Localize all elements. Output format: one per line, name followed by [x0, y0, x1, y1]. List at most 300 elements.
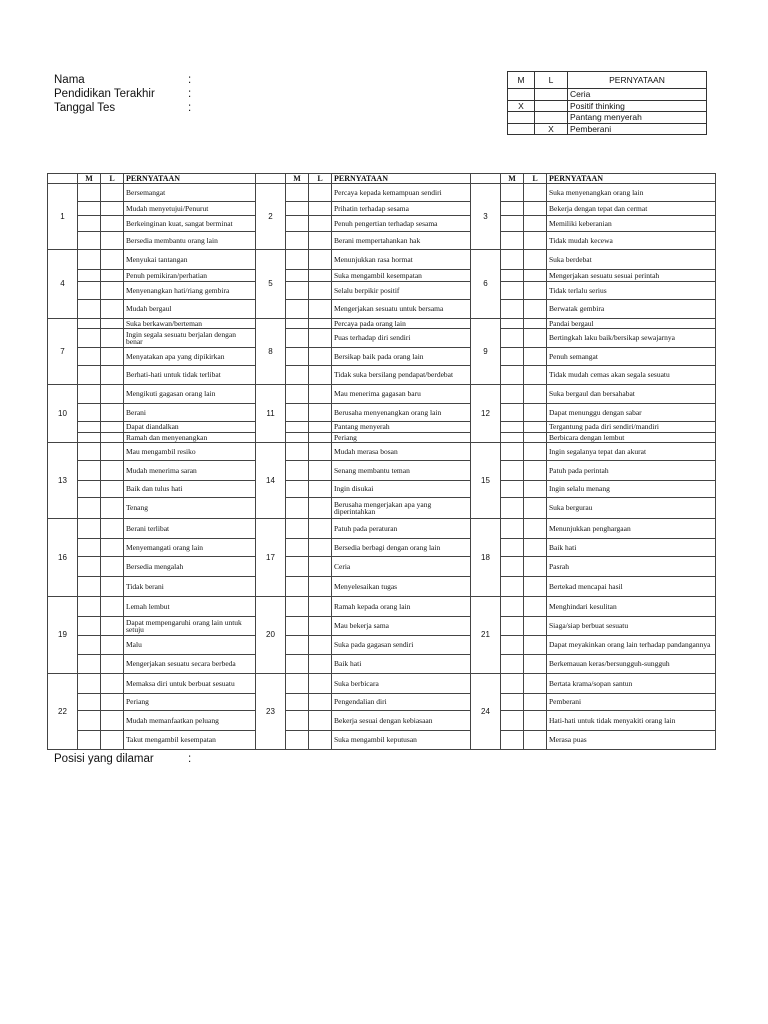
most-checkbox-cell[interactable]	[501, 385, 524, 404]
table-row	[48, 481, 716, 498]
example-m-cell	[508, 123, 535, 135]
most-checkbox-cell[interactable]	[78, 366, 101, 385]
statement-text: Ramah kepada orang lain	[332, 597, 471, 617]
least-checkbox-cell[interactable]	[101, 461, 124, 481]
question-number: 16	[48, 519, 78, 597]
most-checkbox-cell[interactable]	[286, 282, 309, 300]
most-checkbox-cell[interactable]	[78, 329, 101, 348]
most-checkbox-cell[interactable]	[286, 319, 309, 329]
statement-text: Ingin segalanya tepat dan akurat	[547, 443, 716, 461]
least-checkbox-cell[interactable]	[101, 348, 124, 366]
most-checkbox-cell[interactable]	[78, 731, 101, 750]
least-checkbox-cell[interactable]	[101, 184, 124, 202]
least-checkbox-cell[interactable]	[524, 348, 547, 366]
least-checkbox-cell[interactable]	[524, 461, 547, 481]
statement-text: Menyukai tantangan	[124, 250, 256, 270]
most-checkbox-cell[interactable]	[78, 636, 101, 655]
question-number: 12	[471, 385, 501, 443]
most-checkbox-cell[interactable]	[286, 232, 309, 250]
statement-text: Senang membantu teman	[332, 461, 471, 481]
table-row	[48, 202, 716, 216]
least-checkbox-cell[interactable]	[309, 366, 332, 385]
least-checkbox-cell[interactable]	[101, 385, 124, 404]
table-row	[48, 519, 716, 539]
most-checkbox-cell[interactable]	[501, 250, 524, 270]
least-checkbox-cell[interactable]	[101, 404, 124, 422]
most-checkbox-cell[interactable]	[286, 461, 309, 481]
most-checkbox-cell[interactable]	[286, 184, 309, 202]
least-checkbox-cell[interactable]	[309, 461, 332, 481]
statement-text: Bertingkah laku baik/bersikap sewajarnya	[547, 329, 716, 348]
most-checkbox-cell[interactable]	[78, 443, 101, 461]
most-checkbox-cell[interactable]	[286, 597, 309, 617]
statement-text: Malu	[124, 636, 256, 655]
least-checkbox-cell[interactable]	[309, 694, 332, 711]
most-checkbox-cell[interactable]	[501, 202, 524, 216]
least-checkbox-cell[interactable]	[101, 300, 124, 319]
question-number: 20	[256, 597, 286, 674]
most-checkbox-cell[interactable]	[501, 443, 524, 461]
statement-text: Takut mengambil kesempatan	[124, 731, 256, 750]
most-checkbox-cell[interactable]	[501, 655, 524, 674]
least-checkbox-cell[interactable]	[101, 282, 124, 300]
statement-text: Berwatak gembira	[547, 300, 716, 319]
statement-text: Menyenangkan hati/riang gembira	[124, 282, 256, 300]
least-checkbox-cell[interactable]	[524, 422, 547, 433]
statement-text: Percaya pada orang lain	[332, 319, 471, 329]
table-row	[48, 617, 716, 636]
least-checkbox-cell[interactable]	[101, 422, 124, 433]
most-checkbox-cell[interactable]	[501, 519, 524, 539]
statement-text: Berkemauan keras/bersungguh-sungguh	[547, 655, 716, 674]
most-checkbox-cell[interactable]	[501, 300, 524, 319]
most-checkbox-cell[interactable]	[78, 300, 101, 319]
statement-text: Berbicara dengan lembut	[547, 433, 716, 443]
table-row	[48, 250, 716, 270]
statement-text: Baik dan tulus hati	[124, 481, 256, 498]
least-checkbox-cell[interactable]	[309, 636, 332, 655]
statement-text: Pengendalian diri	[332, 694, 471, 711]
table-row	[48, 404, 716, 422]
most-checkbox-cell[interactable]	[78, 270, 101, 282]
question-number: 21	[471, 597, 501, 674]
least-checkbox-cell[interactable]	[101, 636, 124, 655]
least-checkbox-cell[interactable]	[101, 711, 124, 731]
most-checkbox-cell[interactable]	[78, 232, 101, 250]
least-checkbox-cell[interactable]	[309, 539, 332, 557]
most-checkbox-cell[interactable]	[78, 539, 101, 557]
question-number: 23	[256, 674, 286, 750]
example-table	[507, 71, 707, 135]
most-checkbox-cell[interactable]	[501, 731, 524, 750]
statement-text: Bersedia berbagi dengan orang lain	[332, 539, 471, 557]
statement-text: Bekerja sesuai dengan kebiasaan	[332, 711, 471, 731]
most-checkbox-cell[interactable]	[78, 184, 101, 202]
least-checkbox-cell[interactable]	[524, 319, 547, 329]
least-checkbox-cell[interactable]	[524, 481, 547, 498]
least-checkbox-cell[interactable]	[524, 433, 547, 443]
most-checkbox-cell[interactable]	[286, 443, 309, 461]
least-checkbox-cell[interactable]	[524, 404, 547, 422]
example-statement: Ceria	[568, 89, 707, 101]
most-checkbox-cell[interactable]	[286, 216, 309, 232]
statement-text: Pasrah	[547, 557, 716, 577]
field-label: Pendidikan Terakhir	[54, 88, 155, 100]
example-statement: Pantang menyerah	[568, 112, 707, 124]
least-checkbox-cell[interactable]	[101, 519, 124, 539]
least-checkbox-cell[interactable]	[524, 385, 547, 404]
example-col-m: M	[508, 72, 535, 89]
most-checkbox-cell[interactable]	[286, 270, 309, 282]
header-m: M	[501, 174, 524, 184]
least-checkbox-cell[interactable]	[309, 557, 332, 577]
header-m: M	[286, 174, 309, 184]
least-checkbox-cell[interactable]	[309, 655, 332, 674]
statement-text: Bersedia membantu orang lain	[124, 232, 256, 250]
least-checkbox-cell[interactable]	[524, 636, 547, 655]
statement-text: Mengerjakan sesuatu secara berbeda	[124, 655, 256, 674]
least-checkbox-cell[interactable]	[524, 366, 547, 385]
most-checkbox-cell[interactable]	[78, 250, 101, 270]
statement-text: Menyemangati orang lain	[124, 539, 256, 557]
least-checkbox-cell[interactable]	[524, 184, 547, 202]
most-checkbox-cell[interactable]	[501, 232, 524, 250]
most-checkbox-cell[interactable]	[501, 461, 524, 481]
least-checkbox-cell[interactable]	[309, 319, 332, 329]
least-checkbox-cell[interactable]	[524, 519, 547, 539]
table-row	[48, 300, 716, 319]
most-checkbox-cell[interactable]	[501, 329, 524, 348]
least-checkbox-cell[interactable]	[309, 711, 332, 731]
statement-text: Penuh pengertian terhadap sesama	[332, 216, 471, 232]
least-checkbox-cell[interactable]	[309, 519, 332, 539]
least-checkbox-cell[interactable]	[309, 404, 332, 422]
header-l: L	[309, 174, 332, 184]
most-checkbox-cell[interactable]	[286, 422, 309, 433]
most-checkbox-cell[interactable]	[78, 557, 101, 577]
most-checkbox-cell[interactable]	[501, 577, 524, 597]
most-checkbox-cell[interactable]	[501, 348, 524, 366]
most-checkbox-cell[interactable]	[286, 655, 309, 674]
most-checkbox-cell[interactable]	[78, 617, 101, 636]
position-colon: :	[188, 753, 192, 765]
most-checkbox-cell[interactable]	[501, 597, 524, 617]
least-checkbox-cell[interactable]	[524, 250, 547, 270]
most-checkbox-cell[interactable]	[286, 202, 309, 216]
header-l: L	[101, 174, 124, 184]
most-checkbox-cell[interactable]	[78, 711, 101, 731]
least-checkbox-cell[interactable]	[309, 250, 332, 270]
least-checkbox-cell[interactable]	[309, 443, 332, 461]
least-checkbox-cell[interactable]	[101, 216, 124, 232]
most-checkbox-cell[interactable]	[78, 216, 101, 232]
statement-text: Bertata krama/sopan santun	[547, 674, 716, 694]
table-row	[48, 348, 716, 366]
most-checkbox-cell[interactable]	[501, 636, 524, 655]
statement-text: Ingin disukai	[332, 481, 471, 498]
statement-text: Ceria	[332, 557, 471, 577]
most-checkbox-cell[interactable]	[78, 433, 101, 443]
statement-text: Baik hati	[547, 539, 716, 557]
field-colon: :	[188, 88, 192, 100]
statement-text: Patuh pada peraturan	[332, 519, 471, 539]
statement-text: Pantang menyerah	[332, 422, 471, 433]
least-checkbox-cell[interactable]	[309, 731, 332, 750]
most-checkbox-cell[interactable]	[78, 422, 101, 433]
most-checkbox-cell[interactable]	[501, 184, 524, 202]
statement-text: Bersikap baik pada orang lain	[332, 348, 471, 366]
least-checkbox-cell[interactable]	[101, 329, 124, 348]
most-checkbox-cell[interactable]	[501, 694, 524, 711]
most-checkbox-cell[interactable]	[78, 461, 101, 481]
least-checkbox-cell[interactable]	[101, 433, 124, 443]
least-checkbox-cell[interactable]	[524, 694, 547, 711]
most-checkbox-cell[interactable]	[78, 319, 101, 329]
least-checkbox-cell[interactable]	[309, 270, 332, 282]
statement-text: Menunjukkan penghargaan	[547, 519, 716, 539]
statement-text: Dapat menunggu dengan sabar	[547, 404, 716, 422]
position-label: Posisi yang dilamar	[54, 753, 154, 765]
least-checkbox-cell[interactable]	[309, 597, 332, 617]
least-checkbox-cell[interactable]	[309, 348, 332, 366]
most-checkbox-cell[interactable]	[286, 731, 309, 750]
most-checkbox-cell[interactable]	[286, 250, 309, 270]
least-checkbox-cell[interactable]	[524, 597, 547, 617]
statement-text: Percaya kepada kemampuan sendiri	[332, 184, 471, 202]
statement-text: Suka menyenangkan orang lain	[547, 184, 716, 202]
statement-text: Tidak mudah cemas akan segala sesuatu	[547, 366, 716, 385]
statement-text: Berani mempertahankan hak	[332, 232, 471, 250]
statement-text: Tidak berani	[124, 577, 256, 597]
least-checkbox-cell[interactable]	[309, 433, 332, 443]
example-l-cell: X	[535, 123, 568, 135]
least-checkbox-cell[interactable]	[524, 711, 547, 731]
most-checkbox-cell[interactable]	[286, 433, 309, 443]
most-checkbox-cell[interactable]	[78, 404, 101, 422]
most-checkbox-cell[interactable]	[286, 557, 309, 577]
most-checkbox-cell[interactable]	[286, 636, 309, 655]
most-checkbox-cell[interactable]	[78, 655, 101, 674]
most-checkbox-cell[interactable]	[286, 694, 309, 711]
question-number: 24	[471, 674, 501, 750]
most-checkbox-cell[interactable]	[78, 202, 101, 216]
most-checkbox-cell[interactable]	[286, 329, 309, 348]
most-checkbox-cell[interactable]	[286, 481, 309, 498]
question-number: 6	[471, 250, 501, 319]
most-checkbox-cell[interactable]	[286, 366, 309, 385]
most-checkbox-cell[interactable]	[78, 385, 101, 404]
least-checkbox-cell[interactable]	[101, 557, 124, 577]
table-row	[48, 674, 716, 694]
statement-text: Mudah memanfaatkan peluang	[124, 711, 256, 731]
least-checkbox-cell[interactable]	[101, 694, 124, 711]
statement-text: Bersedia mengalah	[124, 557, 256, 577]
most-checkbox-cell[interactable]	[286, 498, 309, 519]
table-row	[48, 216, 716, 232]
statement-text: Berani terlibat	[124, 519, 256, 539]
least-checkbox-cell[interactable]	[309, 577, 332, 597]
least-checkbox-cell[interactable]	[309, 216, 332, 232]
least-checkbox-cell[interactable]	[524, 232, 547, 250]
most-checkbox-cell[interactable]	[78, 282, 101, 300]
most-checkbox-cell[interactable]	[286, 385, 309, 404]
most-checkbox-cell[interactable]	[78, 348, 101, 366]
most-checkbox-cell[interactable]	[286, 577, 309, 597]
least-checkbox-cell[interactable]	[101, 250, 124, 270]
most-checkbox-cell[interactable]	[501, 216, 524, 232]
most-checkbox-cell[interactable]	[286, 539, 309, 557]
most-checkbox-cell[interactable]	[286, 300, 309, 319]
least-checkbox-cell[interactable]	[309, 202, 332, 216]
table-row	[48, 731, 716, 750]
most-checkbox-cell[interactable]	[78, 577, 101, 597]
statement-text: Hati-hati untuk tidak menyakiti orang lain	[547, 711, 716, 731]
most-checkbox-cell[interactable]	[501, 404, 524, 422]
least-checkbox-cell[interactable]	[101, 481, 124, 498]
least-checkbox-cell[interactable]	[524, 270, 547, 282]
least-checkbox-cell[interactable]	[524, 557, 547, 577]
header-number-cell	[48, 174, 78, 184]
most-checkbox-cell[interactable]	[78, 519, 101, 539]
table-row	[48, 694, 716, 711]
statement-text: Suka mengambil keputusan	[332, 731, 471, 750]
least-checkbox-cell[interactable]	[101, 577, 124, 597]
most-checkbox-cell[interactable]	[78, 481, 101, 498]
least-checkbox-cell[interactable]	[101, 366, 124, 385]
statement-text: Memiliki keberanian	[547, 216, 716, 232]
most-checkbox-cell[interactable]	[286, 711, 309, 731]
most-checkbox-cell[interactable]	[286, 674, 309, 694]
most-checkbox-cell[interactable]	[501, 557, 524, 577]
header-m: M	[78, 174, 101, 184]
most-checkbox-cell[interactable]	[501, 270, 524, 282]
statement-text: Dapat diandalkan	[124, 422, 256, 433]
most-checkbox-cell[interactable]	[78, 498, 101, 519]
table-row	[48, 319, 716, 329]
most-checkbox-cell[interactable]	[501, 481, 524, 498]
least-checkbox-cell[interactable]	[101, 539, 124, 557]
statement-text: Menyatakan apa yang dipikirkan	[124, 348, 256, 366]
most-checkbox-cell[interactable]	[501, 711, 524, 731]
statement-text: Ingin segala sesuatu berjalan dengan benar	[124, 329, 256, 348]
most-checkbox-cell[interactable]	[501, 319, 524, 329]
least-checkbox-cell[interactable]	[101, 232, 124, 250]
most-checkbox-cell[interactable]	[501, 674, 524, 694]
least-checkbox-cell[interactable]	[101, 443, 124, 461]
least-checkbox-cell[interactable]	[309, 184, 332, 202]
most-checkbox-cell[interactable]	[501, 539, 524, 557]
least-checkbox-cell[interactable]	[524, 329, 547, 348]
least-checkbox-cell[interactable]	[524, 498, 547, 519]
table-row	[48, 184, 716, 202]
least-checkbox-cell[interactable]	[309, 481, 332, 498]
least-checkbox-cell[interactable]	[101, 674, 124, 694]
statement-text: Tidak terlalu serius	[547, 282, 716, 300]
least-checkbox-cell[interactable]	[309, 617, 332, 636]
least-checkbox-cell[interactable]	[309, 329, 332, 348]
questionnaire-table	[47, 173, 716, 750]
statement-text: Mengerjakan sesuatu sesuai perintah	[547, 270, 716, 282]
least-checkbox-cell[interactable]	[524, 443, 547, 461]
least-checkbox-cell[interactable]	[524, 216, 547, 232]
least-checkbox-cell[interactable]	[101, 597, 124, 617]
table-row	[48, 577, 716, 597]
statement-text: Penuh semangat	[547, 348, 716, 366]
most-checkbox-cell[interactable]	[286, 348, 309, 366]
table-header-row	[48, 174, 716, 184]
most-checkbox-cell[interactable]	[286, 519, 309, 539]
least-checkbox-cell[interactable]	[524, 731, 547, 750]
least-checkbox-cell[interactable]	[101, 270, 124, 282]
most-checkbox-cell[interactable]	[501, 422, 524, 433]
least-checkbox-cell[interactable]	[524, 655, 547, 674]
statement-text: Patuh pada perintah	[547, 461, 716, 481]
most-checkbox-cell[interactable]	[501, 366, 524, 385]
statement-text: Berusaha mengerjakan apa yang diperintahkan	[332, 498, 471, 519]
example-col-l: L	[535, 72, 568, 89]
most-checkbox-cell[interactable]	[78, 694, 101, 711]
least-checkbox-cell[interactable]	[101, 202, 124, 216]
header-statement: PERNYATAAN	[332, 174, 471, 184]
most-checkbox-cell[interactable]	[501, 617, 524, 636]
least-checkbox-cell[interactable]	[309, 385, 332, 404]
least-checkbox-cell[interactable]	[101, 498, 124, 519]
least-checkbox-cell[interactable]	[309, 498, 332, 519]
least-checkbox-cell[interactable]	[524, 674, 547, 694]
least-checkbox-cell[interactable]	[524, 282, 547, 300]
most-checkbox-cell[interactable]	[78, 597, 101, 617]
most-checkbox-cell[interactable]	[78, 674, 101, 694]
least-checkbox-cell[interactable]	[309, 282, 332, 300]
least-checkbox-cell[interactable]	[524, 617, 547, 636]
most-checkbox-cell[interactable]	[501, 498, 524, 519]
least-checkbox-cell[interactable]	[524, 300, 547, 319]
most-checkbox-cell[interactable]	[286, 617, 309, 636]
least-checkbox-cell[interactable]	[101, 731, 124, 750]
question-number: 8	[256, 319, 286, 385]
statement-text: Tidak mudah kecewa	[547, 232, 716, 250]
most-checkbox-cell[interactable]	[501, 282, 524, 300]
example-l-cell	[535, 112, 568, 124]
statement-text: Suka pada gagasan sendiri	[332, 636, 471, 655]
table-row	[48, 461, 716, 481]
least-checkbox-cell[interactable]	[524, 202, 547, 216]
field-colon: :	[188, 102, 192, 114]
most-checkbox-cell[interactable]	[501, 433, 524, 443]
statement-text: Tergantung pada diri sendiri/mandiri	[547, 422, 716, 433]
least-checkbox-cell[interactable]	[524, 577, 547, 597]
statement-text: Lemah lembut	[124, 597, 256, 617]
most-checkbox-cell[interactable]	[286, 404, 309, 422]
least-checkbox-cell[interactable]	[309, 300, 332, 319]
table-row	[48, 282, 716, 300]
statement-text: Suka berkawan/berteman	[124, 319, 256, 329]
table-row	[48, 498, 716, 519]
table-row	[48, 597, 716, 617]
least-checkbox-cell[interactable]	[101, 319, 124, 329]
least-checkbox-cell[interactable]	[101, 617, 124, 636]
statement-text: Pemberani	[547, 694, 716, 711]
least-checkbox-cell[interactable]	[309, 674, 332, 694]
question-number: 5	[256, 250, 286, 319]
least-checkbox-cell[interactable]	[524, 539, 547, 557]
least-checkbox-cell[interactable]	[309, 422, 332, 433]
least-checkbox-cell[interactable]	[309, 232, 332, 250]
least-checkbox-cell[interactable]	[101, 655, 124, 674]
statement-text: Tidak suka bersilang pendapat/berdebat	[332, 366, 471, 385]
statement-text: Menghindari kesulitan	[547, 597, 716, 617]
statement-text: Suka mengambil kesempatan	[332, 270, 471, 282]
